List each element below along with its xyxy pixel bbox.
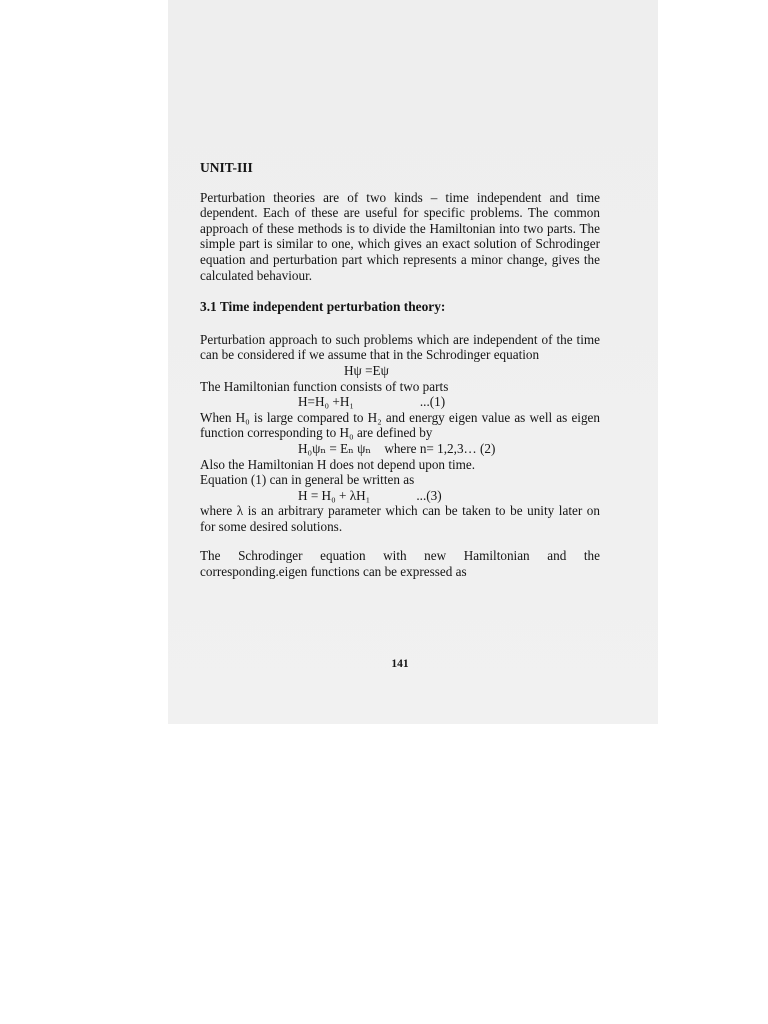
- equation-schrodinger: Hψ =Eψ: [344, 362, 389, 378]
- page-number: 141: [391, 658, 409, 670]
- equation-1: H=H₀ +H₁ ...(1): [298, 394, 446, 410]
- section-heading: 3.1 Time independent perturbation theory:: [200, 299, 446, 315]
- page-content: [200, 160, 600, 670]
- line-hamiltonian-parts: The Hamiltonian function consists of two parts: [200, 378, 449, 394]
- line-equation-1-general: Equation (1) can in general be written as: [200, 472, 415, 488]
- paragraph-schrodinger-new: The Schrodinger equation with new Hamiltonian and the corresponding.eigen functions can be expressed as: [200, 548, 600, 580]
- paragraph-where-lambda: where λ is an arbitrary parameter which can be taken to be unity later on for some desired solutions.: [200, 503, 600, 534]
- unit-title: UNIT-III: [200, 160, 253, 175]
- paragraph-perturbation-approach: Perturbation approach to such problems which are independent of the time can be considered if we assume that in the Schrodinger equation: [200, 331, 600, 363]
- equation-3: H = H₀ + λH₁ ...(3): [298, 487, 442, 503]
- equation-2: H₀ψₙ = Eₙ ψₙ where n= 1,2,3… (2): [298, 440, 496, 456]
- paragraph-when-h0: When H₀ is large compared to H₂ and energy eigen value as well as eigen function corresponding to H₀ are defined by: [200, 409, 600, 441]
- intro-paragraph: Perturbation theories are of two kinds – time independent and time dependent. Each of these are useful for specific problems. The common approach of these methods is to divide the Hamiltonian into two parts. The simple part is similar to one, which gives an exact solution of Schrodinger equation and perturbation part which represents a minor change, gives the calculated behaviour.: [200, 189, 600, 283]
- line-also-hamiltonian: Also the Hamiltonian H does not depend upon time.: [200, 456, 476, 472]
